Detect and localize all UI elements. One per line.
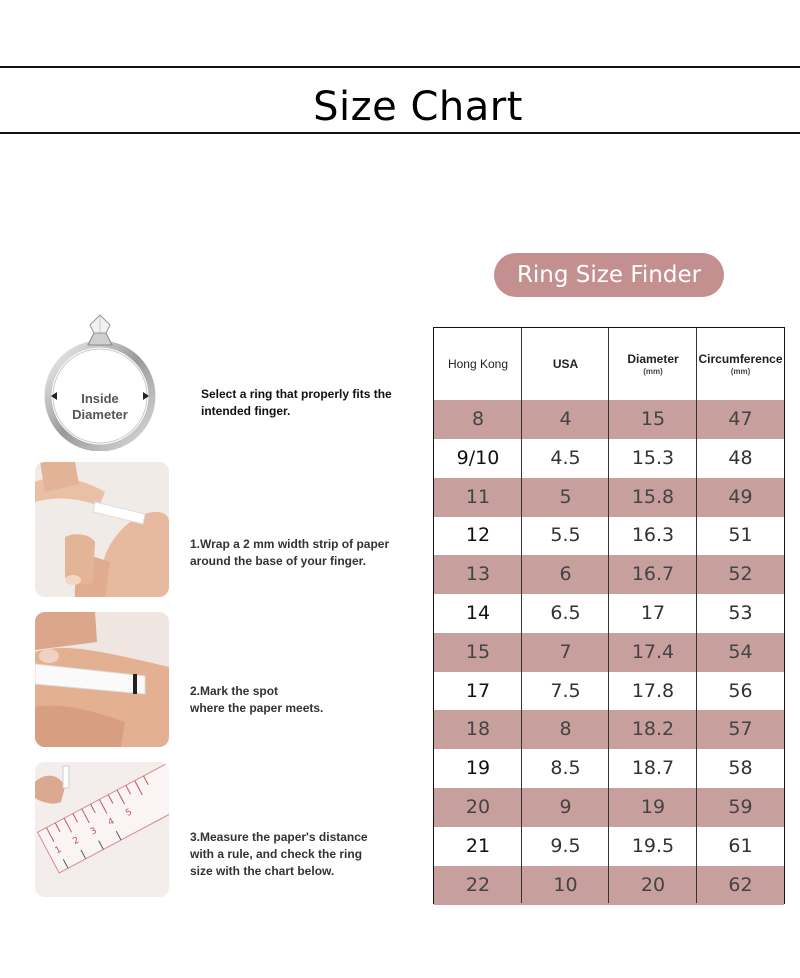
cell-hong-kong: 15 xyxy=(465,640,491,663)
cell-circumference: 61 xyxy=(728,834,753,857)
cell-usa: 7 xyxy=(559,640,572,663)
cell-circumference: 51 xyxy=(728,524,753,547)
cell-usa: 8.5 xyxy=(550,757,581,780)
table-row xyxy=(434,788,784,827)
cell-diameter: 15 xyxy=(640,408,666,430)
table-row xyxy=(434,672,784,711)
table-row xyxy=(434,594,784,633)
cell-usa: 9 xyxy=(559,796,572,818)
top-rule xyxy=(0,66,800,68)
cell-usa: 7.5 xyxy=(550,679,581,702)
cell-hong-kong: 21 xyxy=(465,834,491,857)
table-row xyxy=(434,478,784,517)
svg-text:1: 1 xyxy=(53,844,64,857)
header-hong-kong: Hong Kong xyxy=(447,357,509,371)
ring-label-diameter: Diameter xyxy=(72,407,128,422)
svg-text:4: 4 xyxy=(106,816,117,829)
wrap-strip-photo xyxy=(35,462,169,597)
svg-text:3: 3 xyxy=(88,826,99,838)
cell-hong-kong: 20 xyxy=(465,796,491,818)
cell-circumference: 57 xyxy=(728,718,753,741)
step-2-mark: 2.Mark the spot where the paper meets. xyxy=(190,684,324,715)
table-row xyxy=(434,749,784,788)
cell-circumference: 62 xyxy=(728,873,753,896)
cell-diameter: 18.7 xyxy=(631,757,675,780)
column-divider xyxy=(521,328,522,903)
cell-usa: 9.5 xyxy=(550,834,581,857)
cell-diameter: 15.3 xyxy=(631,446,675,469)
cell-circumference: 52 xyxy=(728,563,753,586)
cell-diameter: 19.5 xyxy=(631,834,675,857)
cell-usa: 8 xyxy=(559,718,572,741)
cell-usa: 6 xyxy=(559,563,572,586)
mark-spot-photo xyxy=(35,612,169,747)
title-rule xyxy=(0,132,800,134)
cell-circumference: 53 xyxy=(728,602,753,624)
cell-circumference: 59 xyxy=(728,796,753,818)
cell-usa: 4 xyxy=(559,408,572,430)
ring-size-table xyxy=(433,327,785,904)
cell-diameter: 19 xyxy=(640,796,666,818)
cell-circumference: 58 xyxy=(728,757,753,780)
cell-diameter: 17 xyxy=(640,602,666,624)
cell-diameter: 18.2 xyxy=(631,718,675,741)
cell-usa: 5.5 xyxy=(550,524,581,547)
cell-usa: 6.5 xyxy=(550,602,581,624)
measure-ruler-photo xyxy=(35,762,169,897)
header-usa: USA xyxy=(552,357,579,371)
cell-hong-kong: 14 xyxy=(465,602,491,624)
cell-hong-kong: 18 xyxy=(465,718,491,741)
cell-hong-kong: 19 xyxy=(465,757,491,780)
cell-diameter: 15.8 xyxy=(631,485,675,508)
header-diameter: Diameter (mm) xyxy=(627,352,679,376)
cell-diameter: 20 xyxy=(640,873,666,896)
cell-diameter: 16.3 xyxy=(631,524,675,547)
table-row xyxy=(434,439,784,478)
cell-circumference: 48 xyxy=(728,446,753,469)
cell-hong-kong: 12 xyxy=(465,524,491,547)
cell-circumference: 47 xyxy=(728,408,753,430)
cell-hong-kong: 9/10 xyxy=(456,446,500,469)
cell-usa: 10 xyxy=(553,873,578,896)
table-row xyxy=(434,710,784,749)
ring-illustration xyxy=(44,311,156,451)
ring-size-finder-badge: Ring Size Finder xyxy=(494,253,724,297)
cell-diameter: 17.8 xyxy=(631,679,675,702)
step-1-wrap: 1.Wrap a 2 mm width strip of paper around the base of your finger. xyxy=(190,537,390,568)
ring-label-inside: Inside xyxy=(81,391,119,406)
table-row xyxy=(434,633,784,672)
svg-text:5: 5 xyxy=(124,807,135,819)
table-row xyxy=(434,555,784,594)
page-title: Size Chart xyxy=(313,84,523,130)
column-divider xyxy=(608,328,609,903)
cell-hong-kong: 8 xyxy=(471,408,485,430)
header-circumference: Circumference (mm) xyxy=(698,352,783,376)
step-3-measure: 3.Measure the paper's distance with a rule, and check the ring size with the chart below. xyxy=(190,830,368,878)
svg-text:2: 2 xyxy=(71,835,82,847)
table-row xyxy=(434,866,784,905)
cell-diameter: 17.4 xyxy=(631,640,675,663)
cell-circumference: 54 xyxy=(728,640,753,663)
step-select-ring: Select a ring that properly fits the intended finger. xyxy=(201,387,392,418)
cell-hong-kong: 17 xyxy=(465,679,491,702)
table-row xyxy=(434,400,784,439)
cell-hong-kong: 13 xyxy=(465,563,491,586)
cell-diameter: 16.7 xyxy=(631,563,675,586)
table-row xyxy=(434,516,784,555)
cell-hong-kong: 11 xyxy=(465,485,491,508)
cell-hong-kong: 22 xyxy=(465,873,491,896)
cell-usa: 4.5 xyxy=(550,446,581,469)
column-divider xyxy=(696,328,697,903)
cell-usa: 5 xyxy=(559,485,572,508)
cell-circumference: 49 xyxy=(728,485,753,508)
cell-circumference: 56 xyxy=(728,679,753,702)
table-header xyxy=(434,328,784,400)
table-row xyxy=(434,827,784,866)
